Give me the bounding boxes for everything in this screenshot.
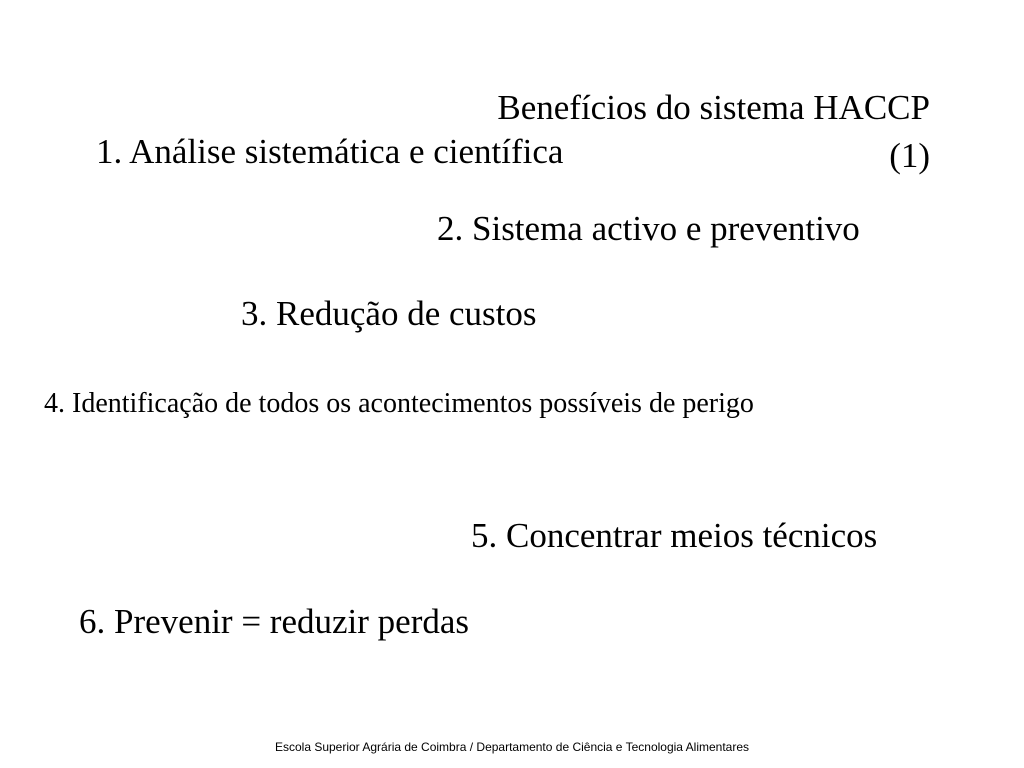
benefit-item-5: 5. Concentrar meios técnicos — [471, 516, 878, 555]
slide-title-line-2: (1) — [889, 136, 930, 175]
slide-title-line-1: Benefícios do sistema HACCP — [497, 88, 930, 127]
slide-footer: Escola Superior Agrária de Coimbra / Departamento de Ciência e Tecnologia Alimentares — [274, 740, 750, 754]
benefit-item-2: 2. Sistema activo e preventivo — [437, 209, 860, 248]
benefit-item-4: 4. Identificação de todos os acontecimentos possíveis de perigo — [44, 388, 754, 419]
benefit-item-6: 6. Prevenir = reduzir perdas — [79, 602, 470, 641]
benefit-item-3: 3. Redução de custos — [241, 294, 537, 333]
benefit-item-1: 1. Análise sistemática e científica — [96, 132, 564, 171]
